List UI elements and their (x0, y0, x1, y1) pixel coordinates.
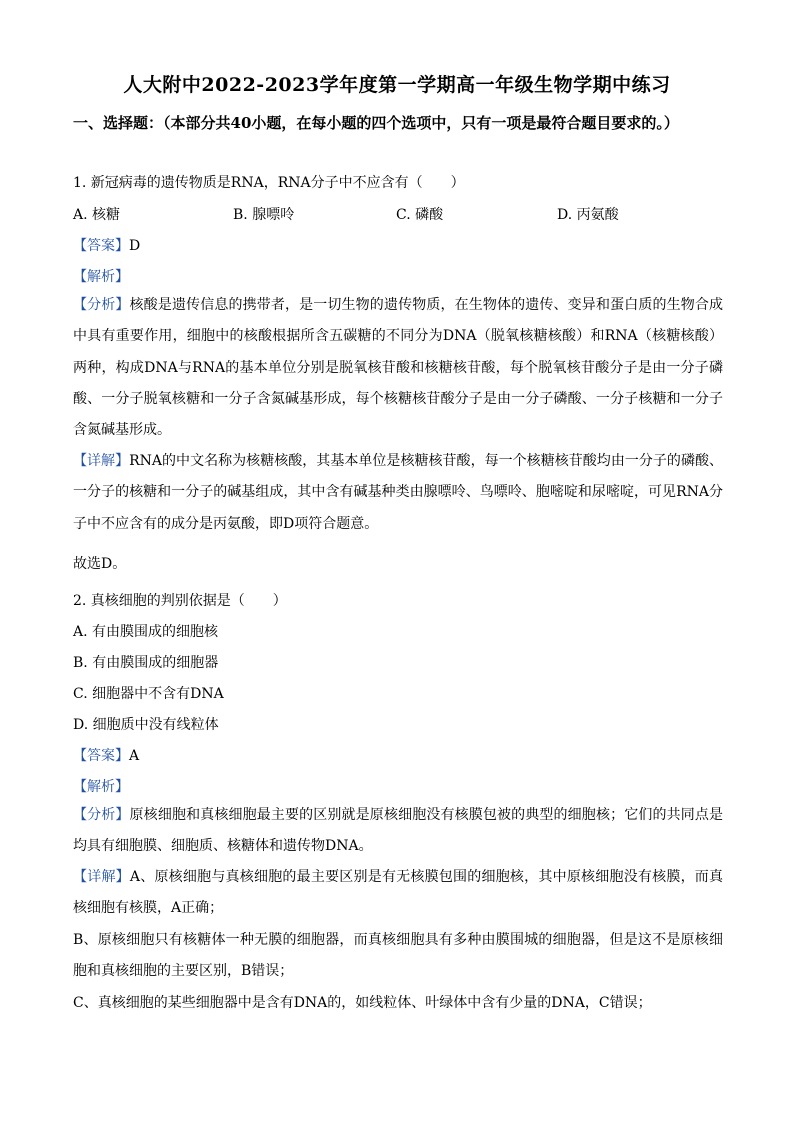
q2-option-d: D. 细胞质中没有线粒体 (73, 717, 219, 733)
q1-option-b: B. 腺嘌呤 (233, 207, 295, 223)
fenxi-tag: 【分析】 (73, 297, 130, 313)
q2-option-b: B. 有由膜围成的细胞器 (73, 655, 219, 671)
page-title: 人大附中2022-2023学年度第一学期高一年级生物学期中练习 (123, 74, 671, 96)
q1-analysis-tag (73, 266, 129, 286)
q1-fenxi-paragraph (73, 290, 723, 446)
q1-option-c: C. 磷酸 (396, 207, 444, 223)
q2-explanation-b: B、原核细胞只有核糖体一种无膜的细胞器，而真核细胞具有多种由膜围城的细胞器，但是这不是原核细胞和真核细胞的主要区别，B错误； (73, 932, 723, 980)
answer-value: D (129, 238, 141, 254)
q2-explanation-c: C、真核细胞的某些细胞器中是含有DNA的，如线粒体、叶绿体中含有少量的DNA，C错误； (73, 995, 652, 1011)
q1-conclusion: 故选D。 (73, 556, 127, 572)
q2-stem: 2. 真核细胞的判别依据是（ ） (73, 593, 287, 609)
xiangjie-text: A、原核细胞与真核细胞的最主要区别是有无核膜包围的细胞核，其中原核细胞没有核膜，而真核细胞有核膜，A正确； (73, 869, 724, 917)
fenxi-text: 核酸是遗传信息的携带者，是一切生物的遗传物质，在生物体的遗传、变异和蛋白质的生物合成中具有重要作用，细胞中的核酸根据所含五碳糖的不同分为DNA（脱氧核糖核酸）和RNA（核糖核酸）两种，构成DNA与RNA的基本单位分别是脱氧核苷酸和核糖核苷酸，每个脱氧核苷酸分子是由一分子磷酸、一分子脱氧核糖和一分子含氮碱基形成，每个核糖核苷酸分子是由一分子磷酸、一分子核糖和一分子含氮碱基形成。 (73, 297, 724, 439)
q2-option-c: C. 细胞器中不含有DNA (73, 686, 224, 702)
q1-option-d: D. 丙氨酸 (557, 207, 619, 223)
q2-analysis-tag (73, 776, 129, 796)
q2-answer (73, 745, 139, 765)
fenxi-tag: 【分析】 (73, 807, 130, 823)
q1-answer (73, 235, 140, 255)
answer-tag: 【答案】 (73, 748, 129, 764)
answer-value: A (129, 748, 140, 764)
q1-xiangjie-paragraph (73, 446, 723, 540)
section-heading: 一、选择题：（本部分共40小题，在每小题的四个选项中，只有一项是最符合题目要求的。） (73, 114, 679, 132)
xiangjie-text: RNA的中文名称为核糖核酸，其基本单位是核糖核苷酸，每一个核糖核苷酸均由一分子的磷酸、一分子的核糖和一分子的碱基组成，其中含有碱基种类由腺嘌呤、鸟嘌呤、胞嘧啶和尿嘧啶，可见RNA分子中不应含有的成分是丙氨酸，即D项符合题意。 (73, 453, 724, 532)
q1-option-a: A. 核糖 (73, 207, 121, 223)
analysis-tag: 【解析】 (73, 269, 129, 285)
q2-option-a: A. 有由膜围成的细胞核 (73, 624, 219, 640)
analysis-tag: 【解析】 (73, 779, 129, 795)
xiangjie-tag: 【详解】 (73, 869, 130, 885)
answer-tag: 【答案】 (73, 238, 129, 254)
q2-fenxi-paragraph (73, 800, 723, 863)
q1-stem: 1. 新冠病毒的遗传物质是RNA，RNA分子中不应含有（ ） (73, 175, 465, 191)
q2-xiangjie-paragraph (73, 862, 723, 925)
xiangjie-tag: 【详解】 (73, 453, 130, 469)
fenxi-text: 原核细胞和真核细胞最主要的区别就是原核细胞没有核膜包被的典型的细胞核；它们的共同点是均具有细胞膜、细胞质、核糖体和遗传物DNA。 (73, 807, 724, 855)
